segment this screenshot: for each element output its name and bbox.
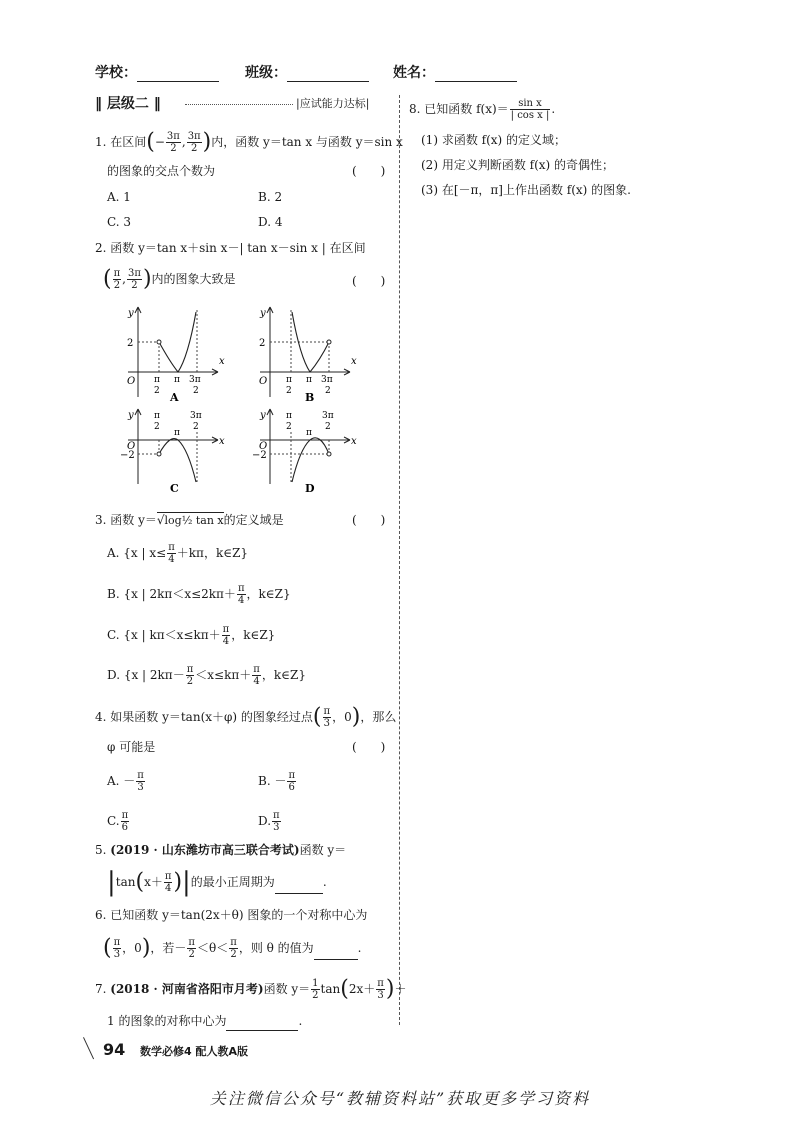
q2-line1: 2. 函数 y＝tan x＋sin x－| tan x－sin x | 在区间 [95,241,366,255]
class-blank[interactable] [287,67,369,82]
svg-text:O: O [259,376,268,387]
q7-source: (2018 · 河南省洛阳市月考) [110,982,264,996]
q2-graph-a[interactable] [118,302,228,402]
q6-line1: 6. 已知函数 y＝tan(2x＋θ) 图象的一个对称中心为 [95,908,368,922]
name-field [393,62,517,82]
q8-sub2: (2) 用定义判断函数 f(x) 的奇偶性； [421,158,615,172]
q1-option-c[interactable]: C. 3 [107,215,132,229]
svg-text:3π: 3π [322,411,334,421]
school-label: 学校： [95,65,137,81]
svg-text:y: y [128,308,134,319]
name-blank[interactable] [435,67,517,82]
q3-option-b[interactable]: B. {x | 2kπ＜x≤2kπ＋ $\frac{\pi}{4}$ ，k∈Z} [107,583,291,606]
section-title: ‖ 层级二 ‖ [95,96,161,112]
svg-text:3π: 3π [321,375,333,385]
q2-graph-c[interactable] [118,404,228,494]
svg-text:A: A [170,391,179,402]
svg-text:3π: 3π [190,411,202,421]
q3-line1: 3. 函数 y＝√log½ tan x的定义域是 [95,513,284,527]
q5-line2: |tan(x＋ $\frac{\pi}{4}$ )|的最小正周期为 . [107,867,327,898]
q3-answer-paren[interactable]: ( ) [352,513,386,527]
q1-line2: 的图象的交点个数为 [107,164,216,178]
svg-text:π: π [286,411,292,421]
q7-answer-blank[interactable] [226,1018,298,1031]
q4-option-b[interactable]: B. － $\frac{\pi}{6}$ [258,770,296,793]
svg-text:x: x [219,436,225,447]
svg-text:π: π [286,375,292,385]
q1-option-b[interactable]: B. 2 [258,190,283,204]
svg-text:2: 2 [325,386,331,396]
q4-line1: 4. 如果函数 y＝tan(x＋φ) 的图象经过点( $\frac{\pi}{3}$ ，0)，那么 [95,704,397,730]
school-field [95,62,219,82]
svg-text:2: 2 [193,386,199,396]
q7-line2: 1 的图象的对称中心为 . [107,1011,302,1031]
q7-line1: 7. (2018 · 河南省洛阳市月考)函数 y＝ $\frac{1}{2}$ tan(2x＋ $\frac{\pi}{3}$ )＋ [95,976,407,1002]
q5-source: (2019 · 山东潍坊市高三联合考试) [110,843,300,857]
svg-text:π: π [174,428,180,438]
svg-text:x: x [219,356,225,367]
book-title: 数学必修4 配人教A版 [140,1045,248,1058]
svg-text:π: π [306,428,312,438]
q4-option-c[interactable]: C. $\frac{\pi}{6}$ [107,810,129,833]
q4-answer-paren[interactable]: ( ) [352,740,386,754]
q4-option-d[interactable]: D. $\frac{\pi}{3}$ [258,810,280,833]
name-label: 姓名： [393,65,435,81]
svg-text:C: C [170,482,179,494]
q4-option-a[interactable]: A. － $\frac{\pi}{3}$ [107,770,144,793]
svg-text:y: y [260,410,266,421]
svg-text:−2: −2 [252,450,267,461]
q6-line2: ( $\frac{\pi}{3}$ ，0)，若－ $\frac{\pi}{2}$ ＜θ＜ $\frac{\pi}{2}$ ，则 θ 的值为 . [103,935,362,961]
q3-option-d[interactable]: D. {x | 2kπ－ $\frac{\pi}{2}$ ＜x≤kπ＋ $\frac{\pi}{4}$ ，k∈Z} [107,664,306,687]
svg-text:y: y [128,410,134,421]
svg-text:2: 2 [286,386,292,396]
section-tag: |应试能力达标| [296,97,370,110]
section-divider [185,104,293,105]
svg-text:−2: −2 [120,450,135,461]
svg-text:B: B [305,391,315,402]
q2-line2: ( $\frac{\pi}{2}$ , $\frac{3\pi}{2}$ )内的图象大致是 [103,266,236,292]
svg-text:O: O [127,441,136,452]
q3-option-c[interactable]: C. {x | kπ＜x≤kπ＋ $\frac{\pi}{4}$ ，k∈Z} [107,624,276,647]
svg-text:2: 2 [154,386,160,396]
q3-option-a[interactable]: A. {x | x≤ $\frac{\pi}{4}$ ＋kπ，k∈Z} [107,542,249,565]
q2-graph-b[interactable] [250,302,360,402]
q1-line1: 1. 在区间(− $\frac{3\pi}{2}$ , $\frac{3\pi}{2}$ )内，函数 y＝tan x 与函数 y＝sin x [95,129,403,155]
q8-sub3: (3) 在[－π，π]上作出函数 f(x) 的图象. [421,183,631,197]
svg-text:2: 2 [154,422,160,432]
q2-graph-d[interactable] [250,404,360,494]
school-blank[interactable] [137,67,219,82]
page-number: 94 [103,1040,126,1059]
q2-answer-paren[interactable]: ( ) [352,274,386,288]
svg-text:2: 2 [259,338,266,349]
svg-text:2: 2 [127,338,134,349]
q8-sub1: (1) 求函数 f(x) 的定义域； [421,133,567,147]
q5-answer-blank[interactable] [275,881,323,894]
q1-option-d[interactable]: D. 4 [258,215,283,229]
svg-text:3π: 3π [189,375,201,385]
column-divider [399,95,400,1025]
svg-text:O: O [259,441,268,452]
q6-answer-blank[interactable] [314,947,358,960]
q1-option-a[interactable]: A. 1 [107,190,131,204]
svg-text:D: D [305,482,315,494]
q4-line2: φ 可能是 [107,740,156,754]
svg-text:2: 2 [325,422,331,432]
class-label: 班级： [245,65,287,81]
class-field [245,62,369,82]
footer-slash [83,1037,95,1060]
svg-text:2: 2 [193,422,199,432]
q8-line1: 8. 已知函数 f(x)＝ $\frac{\text{sin x}}{\text{| cos x |}}$ . [409,98,556,121]
svg-text:π: π [154,411,160,421]
svg-text:O: O [127,376,136,387]
svg-text:π: π [174,375,180,385]
svg-text:x: x [351,356,357,367]
svg-text:2: 2 [286,422,292,432]
svg-text:π: π [306,375,312,385]
watermark-note: 关注微信公众号“教辅资料站”获取更多学习资料 [209,1089,591,1108]
svg-text:y: y [260,308,266,319]
q5-line1: 5. (2019 · 山东潍坊市高三联合考试)函数 y＝ [95,843,347,857]
svg-text:π: π [154,375,160,385]
svg-text:x: x [351,436,357,447]
q1-answer-paren[interactable]: ( ) [352,164,386,178]
